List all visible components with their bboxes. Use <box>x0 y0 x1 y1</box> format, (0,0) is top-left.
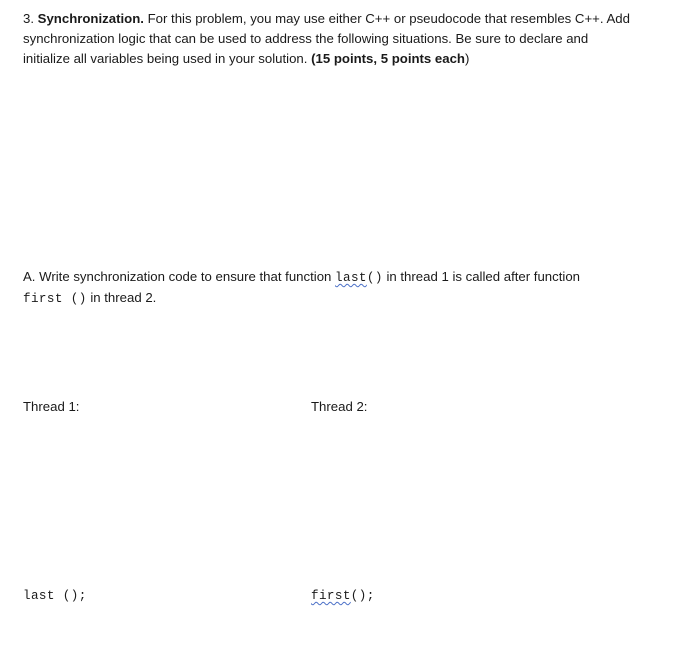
points-text: 15 points, 5 points each <box>315 51 465 66</box>
problem-heading: Synchronization. <box>37 11 144 26</box>
problem-number: 3. <box>23 11 38 26</box>
thread1-call-rest: (); <box>54 589 87 603</box>
part-a-question <box>23 267 580 309</box>
part-a-line2-rest: in thread 2. <box>86 290 157 305</box>
thread1-label: Thread 1: <box>23 399 80 414</box>
function-last-code: last <box>335 271 367 285</box>
points-open-paren: ( <box>311 51 316 66</box>
function-last-parens: () <box>366 271 383 285</box>
function-first-parens: () <box>62 292 87 306</box>
thread2-call-name: first <box>311 589 351 603</box>
intro-line2-text: synchronization logic that can be used to address the following situations. Be sure to declare and <box>23 31 589 46</box>
thread2-label: Thread 2: <box>311 399 368 414</box>
thread1-call-name: last <box>23 589 55 603</box>
intro-line1-text: For this problem, you may use either C++ or pseudocode that resembles C++. Add <box>143 11 630 26</box>
thread2-code <box>311 586 375 606</box>
thread2-call-rest: (); <box>350 589 375 603</box>
intro-line3-text: initialize all variables being used in your solution. <box>23 51 312 66</box>
thread1-code <box>23 586 87 606</box>
problem-intro <box>23 9 630 69</box>
part-a-line1-rest: in thread 1 is called after function <box>382 269 580 284</box>
part-a-line1-text: A. Write synchronization code to ensure that function <box>23 269 336 284</box>
function-first-code: first <box>23 292 63 306</box>
points-close-paren: ) <box>465 51 470 66</box>
